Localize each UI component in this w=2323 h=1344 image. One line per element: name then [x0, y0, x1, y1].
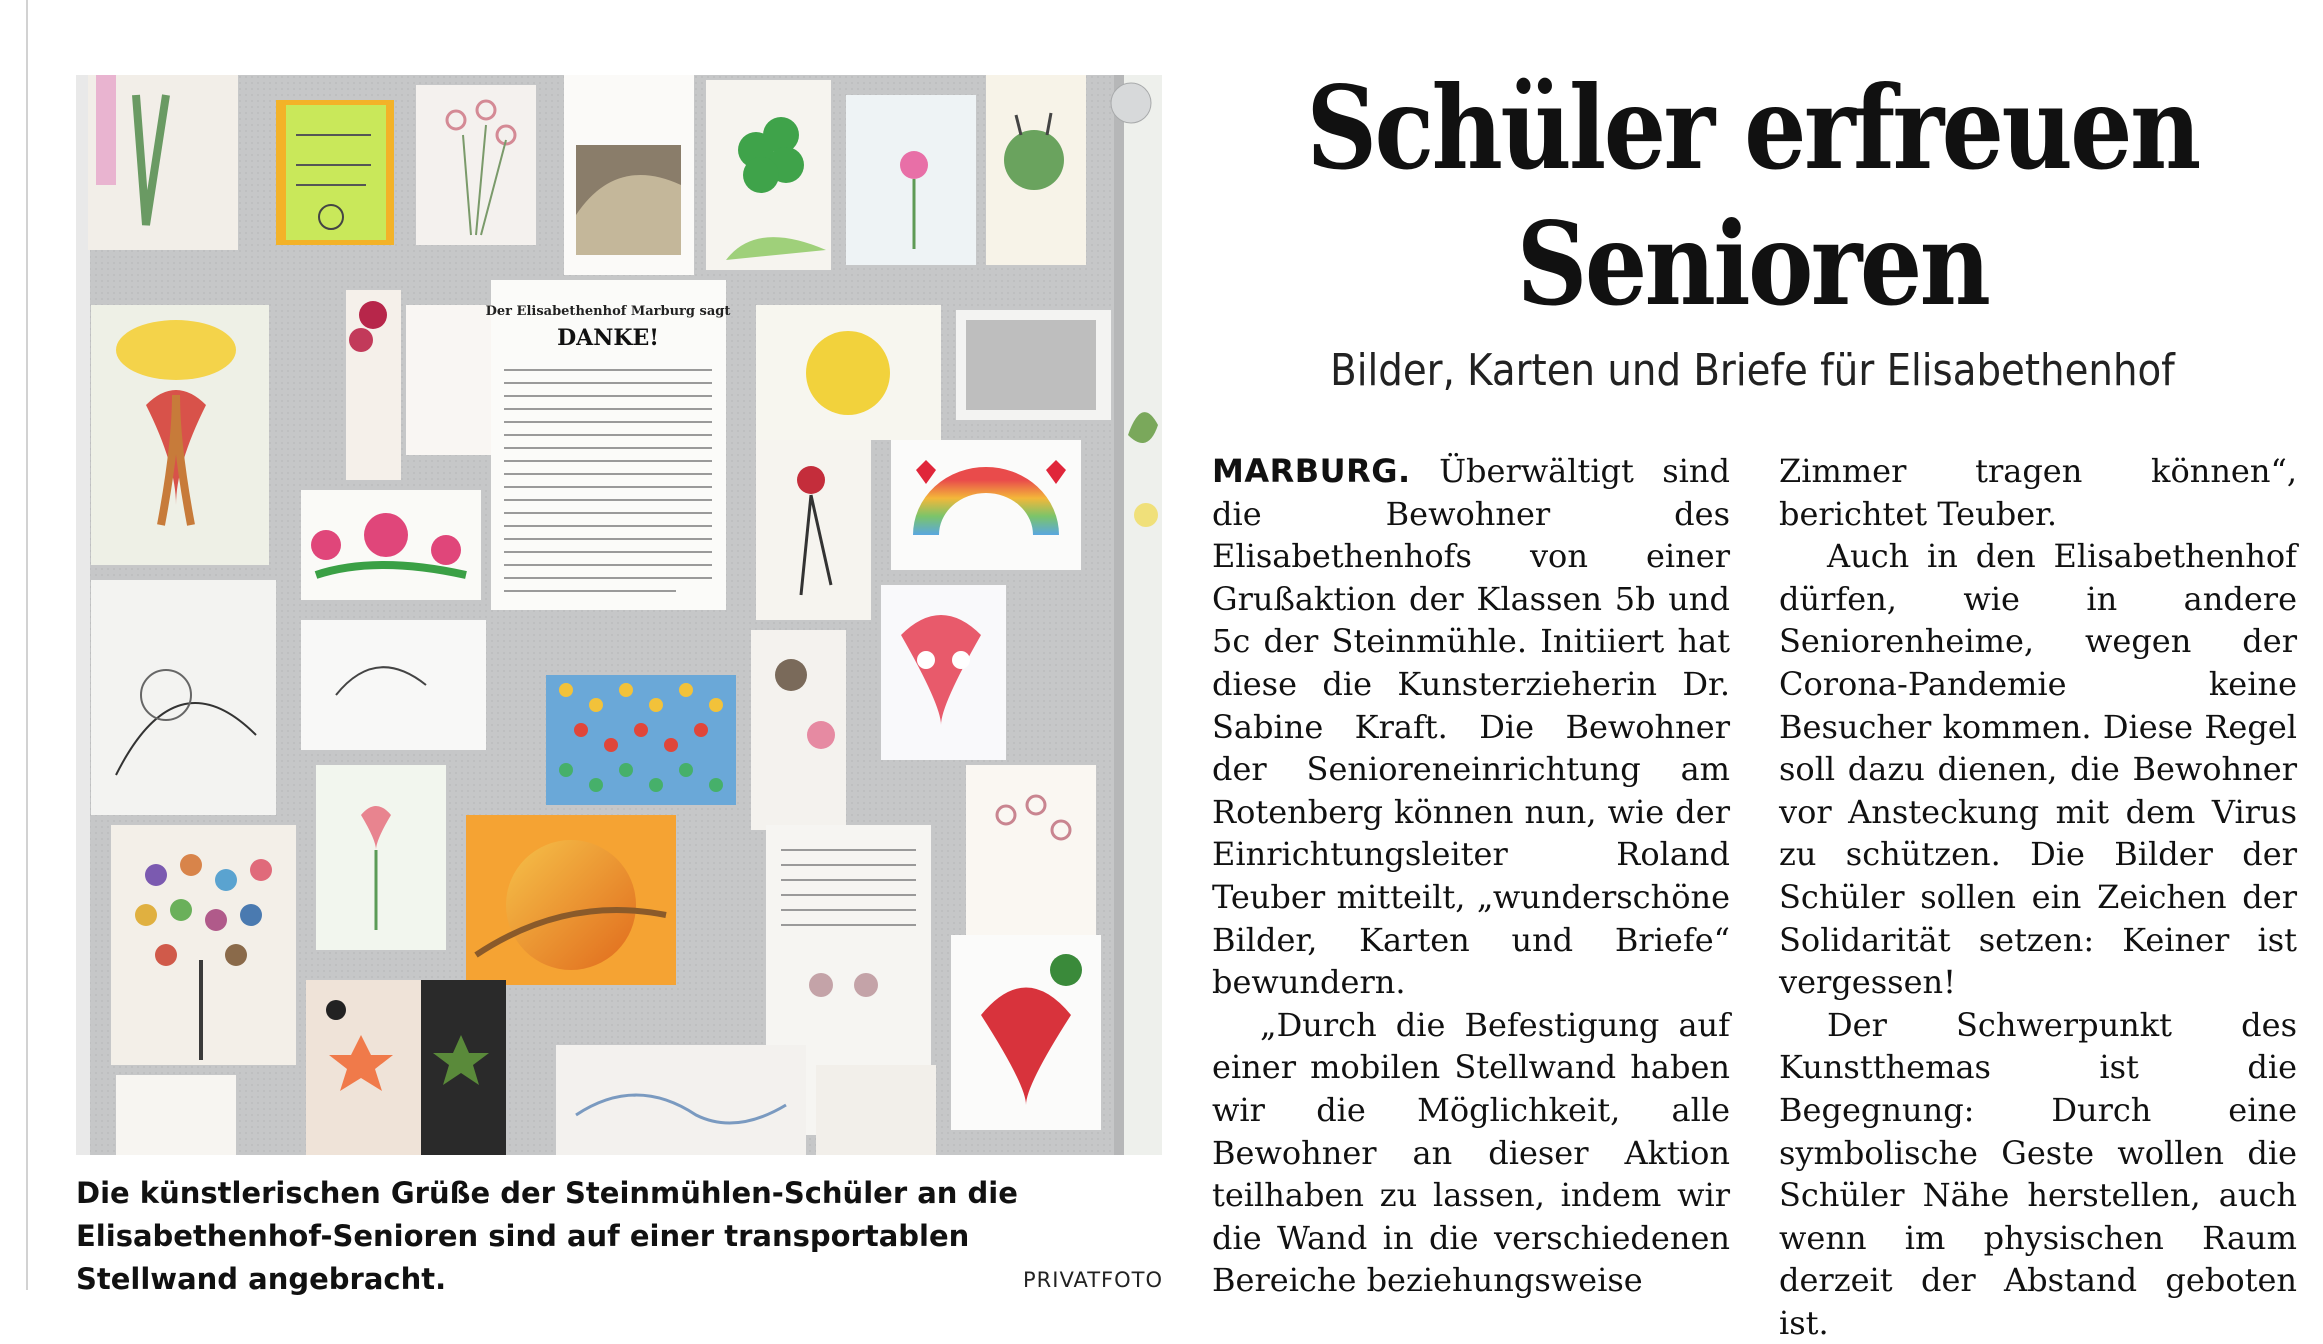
- article-paragraph: „Durch die Befestigung auf einer mobilen Stellwand haben wir die Möglichkeit, alle Bewohner an dieser Aktion teilhaben zu lassen, indem wir die Wand in die verschiedenen Bereiche beziehungsweise: [1212, 1005, 1730, 1300]
- letter-title: DANKE!: [557, 325, 659, 351]
- article-paragraph: [1212, 450, 1730, 1004]
- dateline: MARBURG.: [1212, 452, 1411, 490]
- article-paragraph: Zimmer tragen können“, berichtet Teuber.: [1779, 452, 2297, 533]
- photo-caption: Die künstlerischen Grüße der Steinmühlen-Schüler an die Elisabethenhof-Senioren sind auf einer transportablen Stellwand angebracht.: [76, 1176, 1018, 1296]
- article-column-1: [1212, 450, 1730, 1302]
- article-paragraph: Der Schwerpunkt des Kunstthemas ist die Begegnung: Durch eine symbolische Geste wollen die Schüler Nähe herstellen, auch wenn im physischen Raum derzeit der Abstand geboten ist.: [1779, 1005, 2297, 1342]
- photo-credit: PRIVATFOTO: [1023, 1268, 1163, 1292]
- display-board-illustration: [76, 75, 1162, 1155]
- subheadline: Bilder, Karten und Briefe für Elisabethenhof: [1330, 345, 2175, 396]
- column-rule: [26, 0, 28, 1290]
- paragraph-text: Überwältigt sind die Bewohner des Elisabethenhofs von einer Grußaktion der Klassen 5b und 5c der Steinmühle. Initiiert hat diese die Kunsterzieherin Dr. Sabine Kraft. Die Bewohner der Senioreneinrichtung am Rotenberg können nun, wie der Einrichtungsleiter Roland Teuber mitteilt, „wunderschöne Bilder, Karten und Briefe“ bewundern.: [1212, 452, 1731, 1002]
- article-column-2: [1779, 450, 2297, 1344]
- article-photo: [76, 75, 1162, 1155]
- letter-heading: Der Elisabethenhof Marburg sagt: [485, 304, 731, 319]
- article-paragraph: Auch in den Elisabethenhof dürfen, wie in andere Seniorenheime, wegen der Corona-Pandemie keine Besucher kommen. Diese Regel soll dazu dienen, die Bewohner vor Ansteckung mit dem Virus zu schützen. Die Bilder der Schüler sollen ein Zeichen der Solidarität setzen: Keiner ist vergessen!: [1779, 537, 2297, 1002]
- headline: Schüler erfreuen Senioren: [1306, 61, 2199, 331]
